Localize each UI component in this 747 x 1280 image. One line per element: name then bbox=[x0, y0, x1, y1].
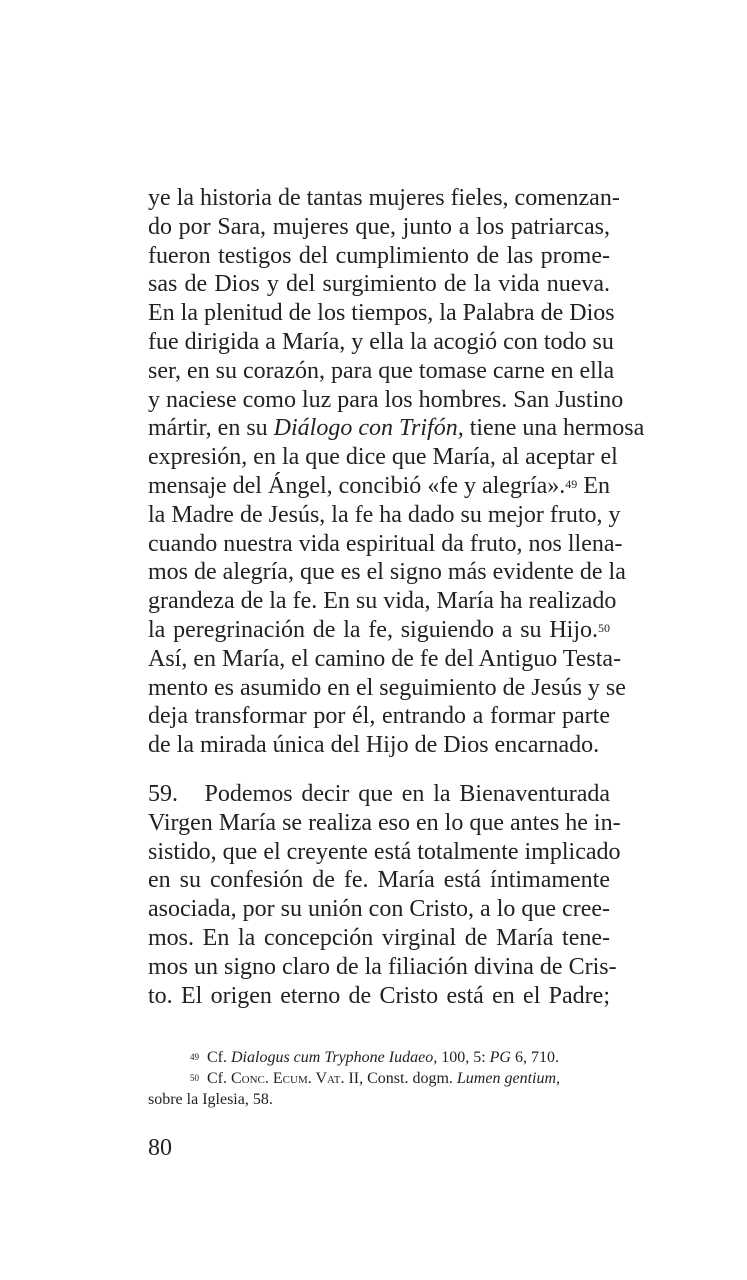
text-line: mos. En la concepción virginal de María tene- bbox=[148, 924, 610, 951]
text-line: sistido, que el creyente está totalmente implicado bbox=[148, 838, 621, 865]
footnote-ref-50[interactable]: 50 bbox=[598, 620, 610, 635]
text-fragment: Cf. bbox=[207, 1049, 231, 1066]
italic-title: Dialogus cum Tryphone Iudaeo, bbox=[231, 1049, 438, 1066]
text-line: sas de Dios y del surgimiento de la vida nueva. bbox=[148, 271, 610, 298]
footnote-ref-49[interactable]: 49 bbox=[565, 476, 578, 491]
footnote-50-continued: sobre la Iglesia, 58. bbox=[148, 1091, 273, 1108]
text-fragment: En bbox=[577, 472, 610, 499]
text-fragment: Cf. bbox=[207, 1070, 231, 1087]
text-line: 59. Podemos decir que en la Bienaventurada bbox=[148, 781, 610, 807]
paragraph-continuation bbox=[148, 184, 645, 760]
italic-abbrev: PG bbox=[489, 1049, 511, 1066]
text-line: to. El origen eterno de Cristo está en el Padre; bbox=[148, 982, 610, 1009]
text-fragment: mártir, en su bbox=[148, 415, 274, 442]
text-line bbox=[148, 616, 610, 645]
text-line: fue dirigida a María, y ella la acogió con todo su bbox=[148, 328, 614, 355]
text-line: Así, en María, el camino de fe del Antiguo Testa- bbox=[148, 645, 622, 672]
text-line: grandeza de la fe. En su vida, María ha realizado bbox=[148, 588, 617, 615]
footnote-49 bbox=[148, 1047, 610, 1068]
text-line: ser, en su corazón, para que tomase carne en ella bbox=[148, 357, 615, 384]
text-line: fueron testigos del cumplimiento de las prome- bbox=[148, 242, 610, 269]
text-line: do por Sara, mujeres que, junto a los patriarcas, bbox=[148, 213, 610, 240]
text-line bbox=[148, 472, 610, 501]
italic-title: Diálogo con Trifón, bbox=[273, 415, 464, 442]
text-line: mos un signo claro de la filiación divina de Cris- bbox=[148, 953, 617, 980]
text-line: mento es asumido en el seguimiento de Jesús y se bbox=[148, 674, 626, 701]
text-line: en su confesión de fe. María está íntimamente bbox=[148, 867, 610, 894]
text-line: cuando nuestra vida espiritual da fruto, nos llena- bbox=[148, 530, 623, 557]
text-line: En la plenitud de los tiempos, la Palabra de Dios bbox=[148, 300, 615, 327]
text-fragment: la peregrinación de la fe, siguiendo a su Hijo. bbox=[148, 616, 598, 643]
footnote-50 bbox=[148, 1068, 610, 1089]
page-number: 80 bbox=[148, 1135, 172, 1161]
italic-title: Lumen gentium, bbox=[456, 1070, 561, 1087]
text-fragment: 6, 710. bbox=[510, 1049, 559, 1066]
paragraph-59 bbox=[148, 780, 621, 1010]
footnote-number: 49 bbox=[190, 1052, 199, 1062]
text-line: de la mirada única del Hijo de Dios encarnado. bbox=[148, 732, 600, 759]
small-caps-text: Conc. Ecum. Vat. bbox=[231, 1070, 345, 1087]
text-fragment: tiene una hermosa bbox=[463, 415, 645, 442]
footnote-number: 50 bbox=[190, 1073, 199, 1083]
text-line: la Madre de Jesús, la fe ha dado su mejor fruto, y bbox=[148, 501, 621, 528]
text-line bbox=[148, 414, 645, 443]
text-line: deja transformar por él, entrando a formar parte bbox=[148, 703, 610, 730]
text-fragment: 100, 5: bbox=[437, 1049, 490, 1066]
text-line: expresión, en la que dice que María, al aceptar el bbox=[148, 444, 618, 471]
text-fragment: II, Const. dogm. bbox=[344, 1070, 457, 1087]
text-line: Virgen María se realiza eso en lo que antes he in- bbox=[148, 809, 621, 836]
text-line: asociada, por su unión con Cristo, a lo que cree- bbox=[148, 896, 610, 923]
footnotes bbox=[148, 1047, 610, 1110]
text-line: ye la historia de tantas mujeres fieles, comenzan- bbox=[148, 185, 620, 211]
text-line: mos de alegría, que es el signo más evidente de la bbox=[148, 559, 626, 586]
text-line: y naciese como luz para los hombres. San Justino bbox=[148, 386, 624, 413]
text-fragment: mensaje del Ángel, concibió «fe y alegría». bbox=[148, 472, 566, 499]
